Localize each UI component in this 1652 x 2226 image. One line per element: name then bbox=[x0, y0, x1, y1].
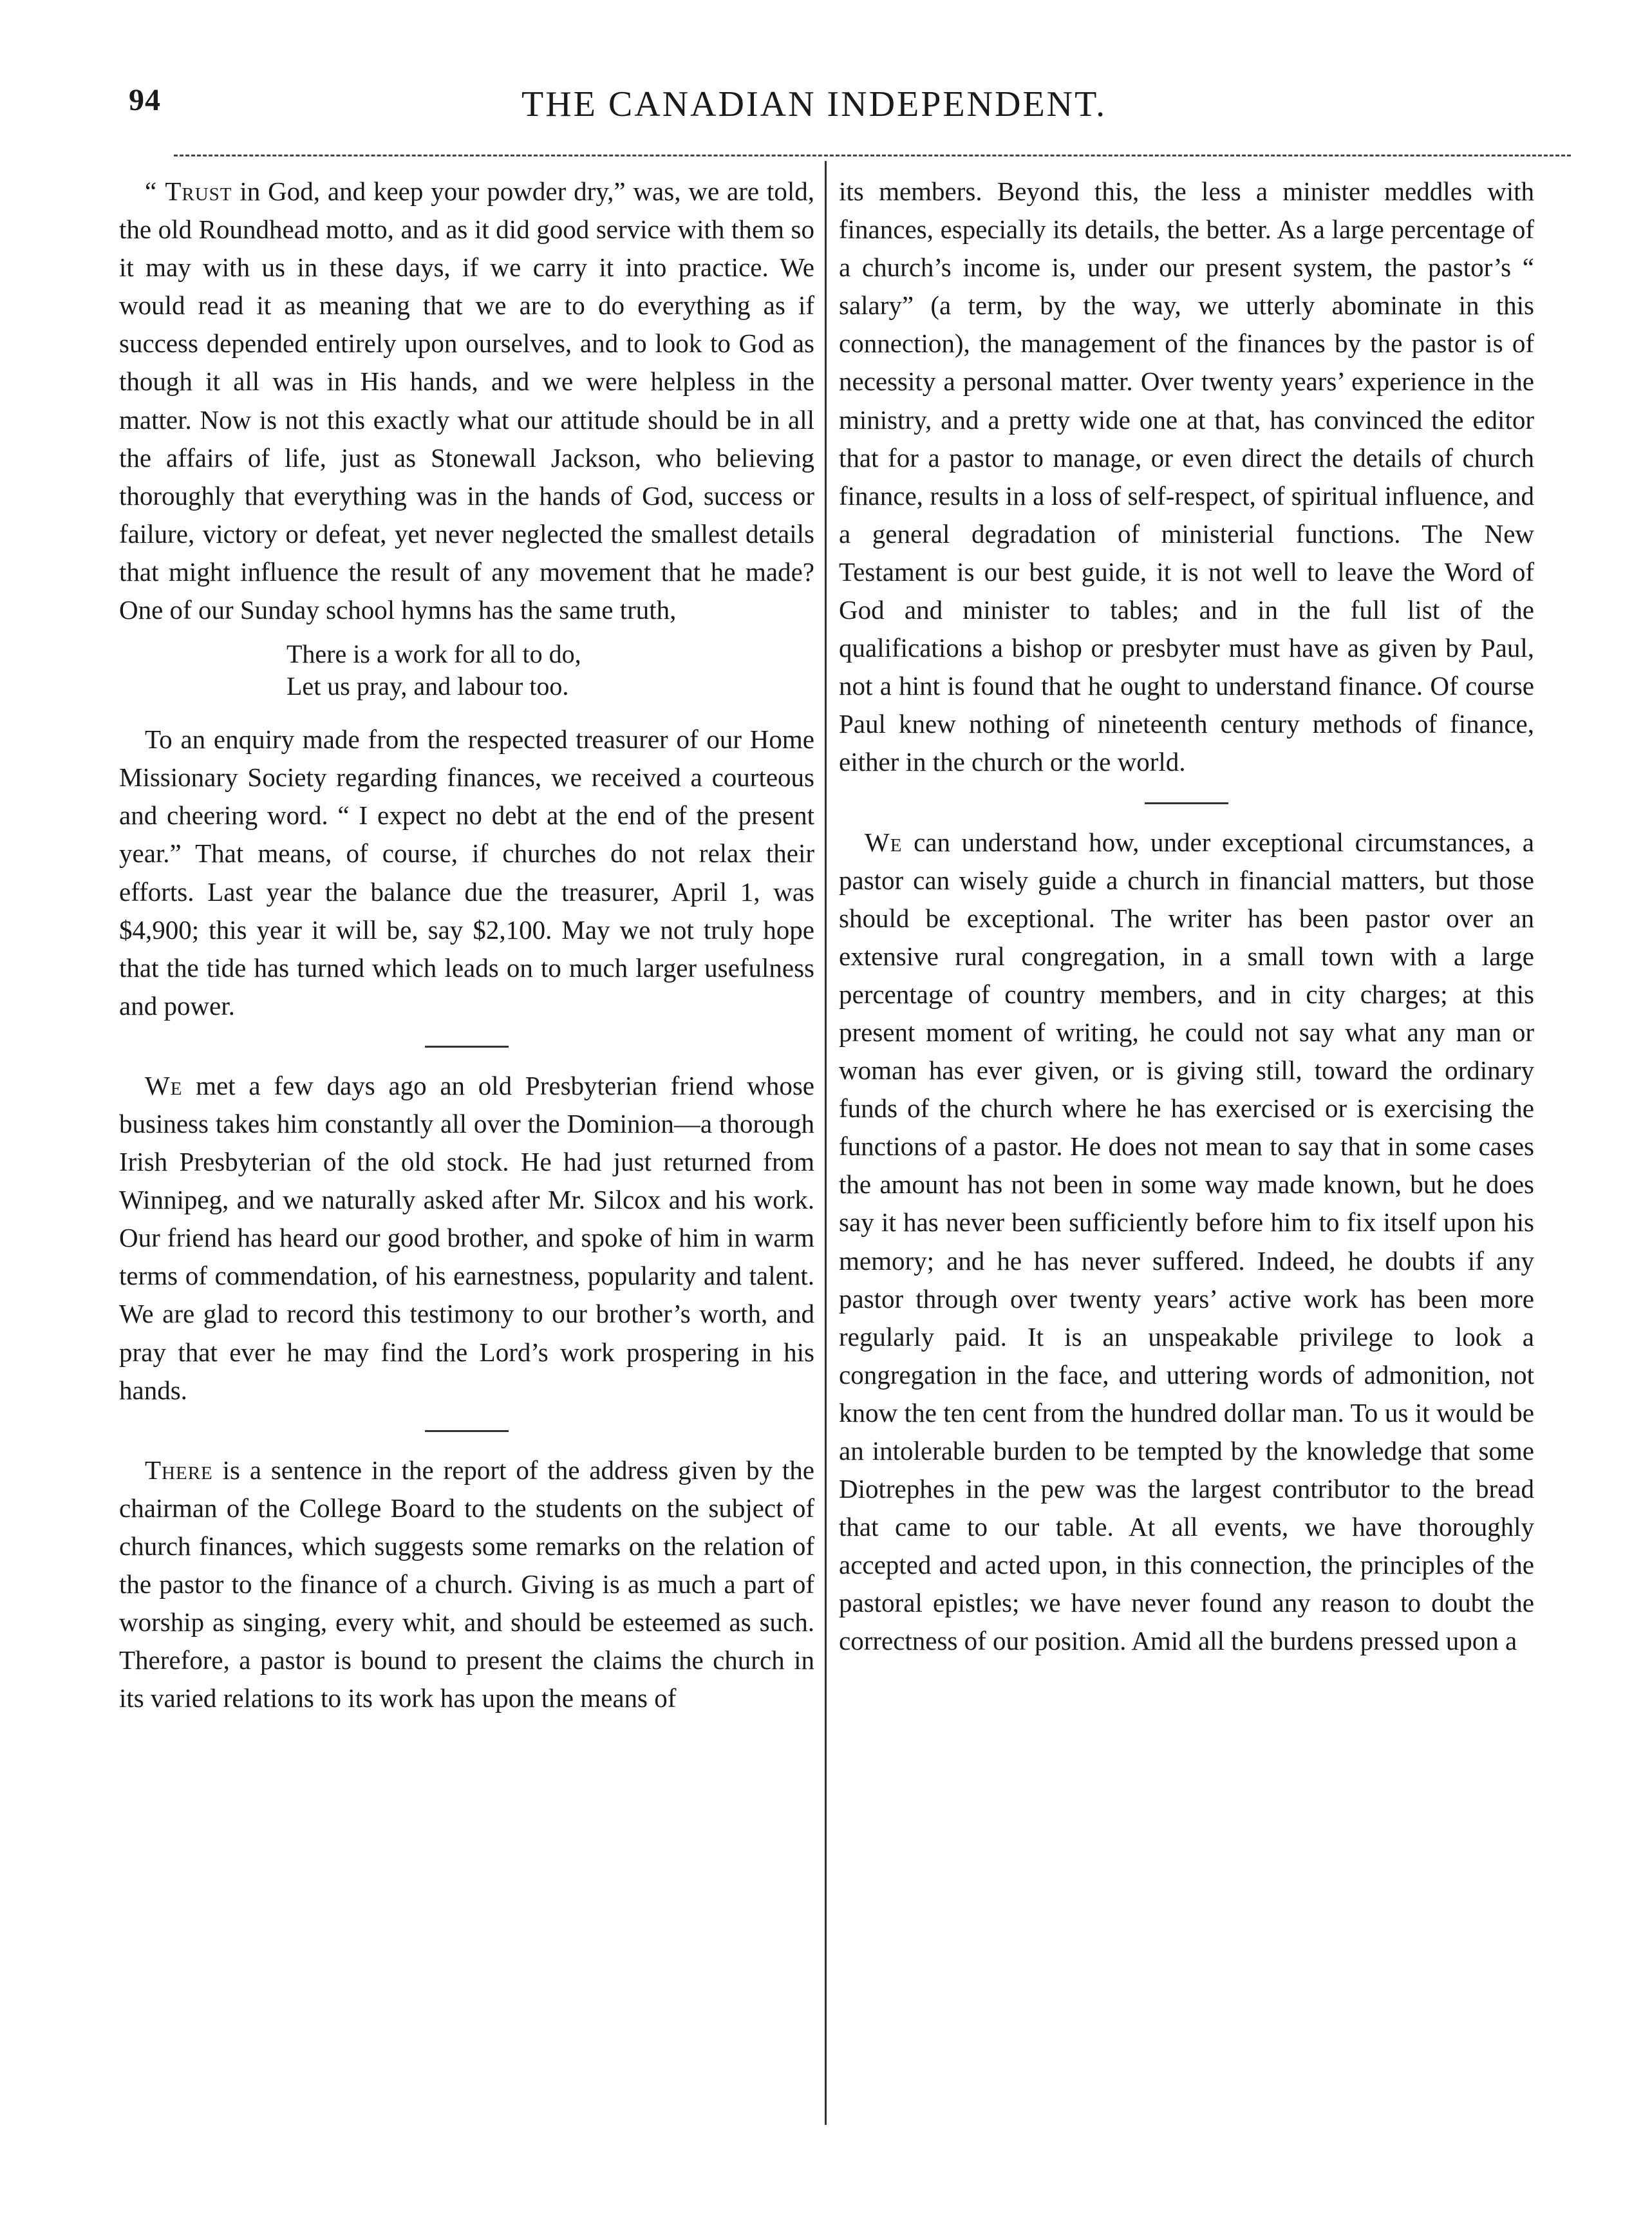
paragraph-presbyterian-friend bbox=[119, 1067, 814, 1410]
spacer bbox=[119, 703, 814, 712]
section-rule bbox=[1145, 802, 1228, 804]
paragraph-trust-in-god bbox=[119, 173, 814, 629]
verse-line-2: Let us pray, and labour too. bbox=[286, 672, 569, 701]
right-column bbox=[839, 173, 1534, 1661]
spacer bbox=[119, 712, 814, 721]
header-rule bbox=[174, 155, 1571, 156]
paragraph-text: is a sentence in the report of the address given by the chairman of the College Board to the students on the subject of church finances, which suggests some remarks on the relation of the pastor to the finance of a church. Giving is as much a part of worship as singing, every whit, and should be esteemed as such. Therefore, a pastor is bound to present the claims the church in its varied relations to its work has upon the means of bbox=[119, 1455, 814, 1713]
section-rule bbox=[425, 1430, 509, 1432]
running-title: THE CANADIAN INDEPENDENT. bbox=[521, 84, 1107, 124]
spacer bbox=[119, 629, 814, 638]
paragraph-lead-word: “ Trust bbox=[145, 176, 232, 206]
paragraph-text: in God, and keep your powder dry,” was, we are told, the old Roundhead motto, and as it did good service with them so it may with us in these days, if we carry it into practice. We would read it as meaning that we are to do everything as if success depended entirely upon ourselves, and to look to God as though it all was in His hands, and we were helpless in the matter. Now is not this exactly what our attitude should be in all the affairs of life, just as Stonewall Jackson, who believing thoroughly that everything was in the hands of God, success or failure, victory or defeat, yet never neglected the smallest details that might influence the result of any movement that he made? One of our Sunday school hymns has the same truth, bbox=[119, 176, 814, 625]
page-number: 94 bbox=[129, 83, 161, 117]
paragraph-college-board bbox=[119, 1451, 814, 1718]
paragraph-lead-word: We bbox=[865, 827, 903, 857]
verse-line-1: There is a work for all to do, bbox=[286, 639, 581, 669]
paragraph-missionary-finances: To an enquiry made from the respected treasurer of our Home Missionary Society regarding finances, we received a courteous and cheering word. “ I expect no debt at the end of the present year.” That means, of course, if churches do not relax their efforts. Last year the balance due the treasurer, April 1, was $4,900; this year it will be, say $2,100. May we not truly hope that the tide has turned which leads on to much larger usefulness and power. bbox=[119, 724, 814, 1021]
column-divider bbox=[825, 161, 827, 2125]
paragraph-lead-word: There bbox=[145, 1455, 213, 1485]
paragraph-lead-word: We bbox=[145, 1070, 183, 1100]
paragraph-text: met a few days ago an old Presbyterian friend whose business takes him constantly all over the Dominion—a thorough Irish Presbyterian of the old stock. He had just returned from Winnipeg, and we naturally asked after Mr. Silcox and his work. Our friend has heard our good brother, and spoke of him in warm terms of commendation, of his earnestness, popularity and talent. We are glad to record this testimony to our brother’s worth, and pray that ever he may find the Lord’s work prospering in his hands. bbox=[119, 1070, 814, 1405]
left-column bbox=[119, 173, 814, 1717]
section-rule bbox=[425, 1046, 509, 1048]
hymn-verse bbox=[119, 638, 814, 703]
paragraph-exceptional-circumstances bbox=[839, 824, 1534, 1661]
paragraph-text: can understand how, under exceptional circumstances, a pastor can wisely guide a church in financial matters, but those should be exceptional. The writer has been pastor over an extensive rural congregation, in a small town with a large percentage of country members, and in city charges; at this present moment of writing, he could not say what any man or woman has ever given, or is giving still, toward the ordinary funds of the church where he has exercised or is exercising the functions of a pastor. He does not mean to say that in some cases the amount has not been in some way made known, but he does say it has never been sufficiently before him to fix itself upon his memory; and he has never suffered. Indeed, he doubts if any pastor through over twenty years’ active work has been more regularly paid. It is an unspeakable privilege to look a congregation in the face, and uttering words of admonition, not know the ten cent from the hundred dollar man. To us it would be an intolerable burden to be tempted by the knowledge that some Diotrephes in the pew was the largest contributor to the bread that came to our table. At all events, we have thoroughly accepted and acted upon, in this connection, the principles of the pastoral epistles; we have never found any reason to doubt the correctness of our position. Amid all the burdens pressed upon a bbox=[839, 827, 1534, 1656]
paragraph-continued-members: its members. Beyond this, the less a minister meddles with finances, especially its details, the better. As a large percentage of a church’s income is, under our present system, the pastor’s “ salary” (a term, by the way, we utterly abominate in this connection), the management of the finances by the pastor is of necessity a personal matter. Over twenty years’ experience in the ministry, and a pretty wide one at that, has convinced the editor that for a pastor to manage, or even direct the details of church finance, results in a loss of self-respect, of spiritual influence, and a general degradation of ministerial functions. The New Testament is our best guide, it is not well to leave the Word of God and minister to tables; and in the full list of the qualifications a bishop or presbyter must have as given by Paul, not a hint is found that he ought to understand finance. Of course Paul knew nothing of nineteenth century methods of finance, either in the church or the world. bbox=[839, 176, 1534, 777]
